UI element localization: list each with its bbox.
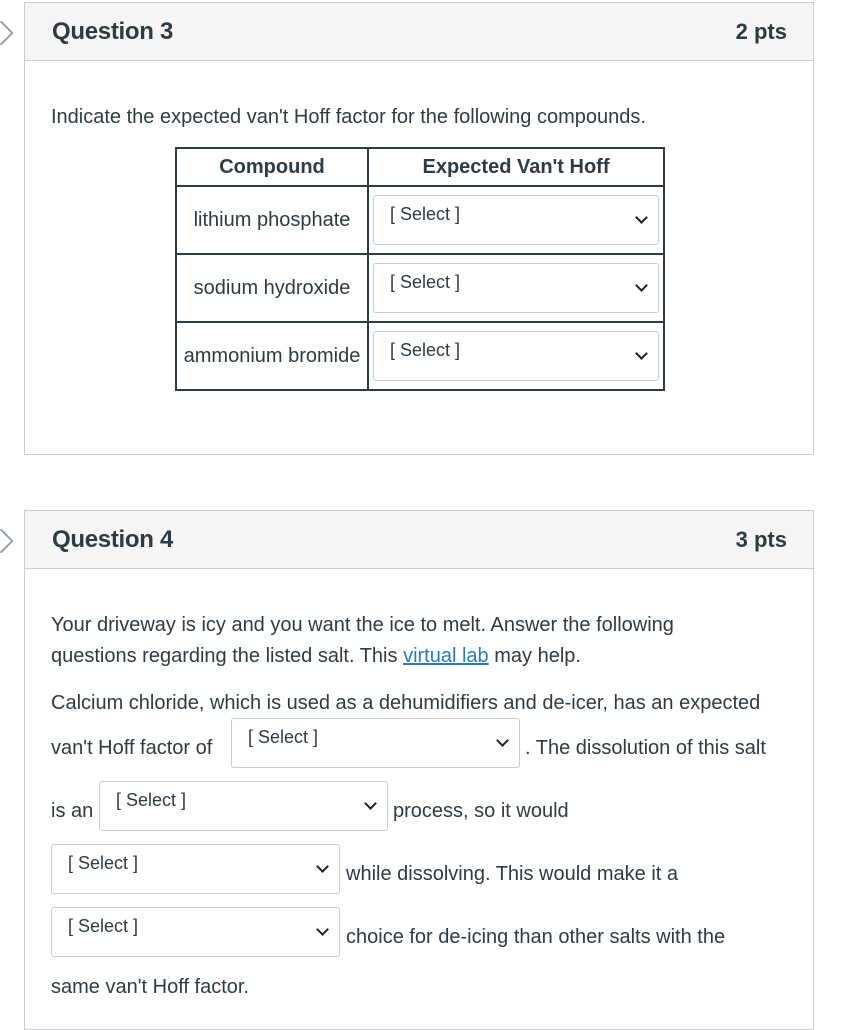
paragraph-line: Your driveway is icy and you want the ice to melt. Answer the following — [51, 614, 674, 636]
choice-quality-select[interactable] — [51, 907, 340, 957]
chevron-down-icon — [316, 860, 329, 873]
column-header-compound: Compound — [176, 148, 368, 186]
question-points: 2 pts — [735, 18, 787, 44]
inline-text: while dissolving. This would make it a — [346, 863, 679, 885]
flag-question-3-icon[interactable] — [0, 20, 14, 45]
compound-cell: lithium phosphate — [176, 186, 368, 254]
question-3-card — [24, 2, 814, 455]
paragraph-line: same van't Hoff factor. — [51, 976, 249, 998]
vant-hoff-factor-select[interactable] — [231, 718, 520, 768]
compound-cell: ammonium bromide — [176, 322, 368, 390]
question-3-header — [25, 3, 813, 61]
inline-text: . The dissolution of this salt — [525, 737, 766, 759]
select-value: [ Select ] — [390, 271, 461, 292]
inline-text: is an — [51, 800, 94, 822]
chevron-down-icon — [635, 279, 648, 292]
question-title: Question 3 — [52, 17, 174, 45]
chevron-down-icon — [496, 734, 509, 747]
chevron-down-icon — [316, 923, 329, 936]
process-type-select[interactable] — [99, 781, 388, 831]
column-header-vant-hoff: Expected Van't Hoff — [368, 148, 664, 186]
question-4-header — [25, 511, 813, 569]
inline-text: process, so it would — [393, 800, 569, 822]
vant-hoff-select[interactable] — [373, 263, 659, 313]
question-title: Question 4 — [52, 525, 174, 553]
select-value: [ Select ] — [116, 789, 187, 810]
inline-text: van't Hoff factor of — [51, 737, 213, 759]
virtual-lab-link[interactable]: virtual lab — [403, 645, 489, 667]
chevron-down-icon — [635, 347, 648, 360]
chevron-down-icon — [635, 211, 648, 224]
select-value: [ Select ] — [68, 852, 139, 873]
question-4-card — [24, 510, 814, 1030]
vant-hoff-select[interactable] — [373, 331, 659, 381]
select-value: [ Select ] — [248, 726, 319, 747]
table-row — [176, 186, 664, 254]
inline-text: choice for de-icing than other salts with the — [346, 926, 726, 948]
table-row — [176, 254, 664, 322]
paragraph-line: questions regarding the listed salt. This virtual lab may help. — [51, 645, 581, 667]
select-value: [ Select ] — [390, 203, 461, 224]
question-prompt: Indicate the expected van't Hoff factor for the following compounds. — [51, 106, 646, 128]
select-value: [ Select ] — [390, 339, 461, 360]
vant-hoff-select[interactable] — [373, 195, 659, 245]
paragraph-line: Calcium chloride, which is used as a dehumidifiers and de-icer, has an expected — [51, 692, 761, 714]
compound-cell: sodium hydroxide — [176, 254, 368, 322]
table-row — [176, 322, 664, 390]
select-value: [ Select ] — [68, 915, 139, 936]
chevron-down-icon — [364, 797, 377, 810]
temperature-effect-select[interactable] — [51, 844, 340, 894]
question-points: 3 pts — [735, 526, 787, 552]
flag-question-4-icon[interactable] — [0, 528, 14, 553]
vant-hoff-table — [175, 147, 665, 391]
